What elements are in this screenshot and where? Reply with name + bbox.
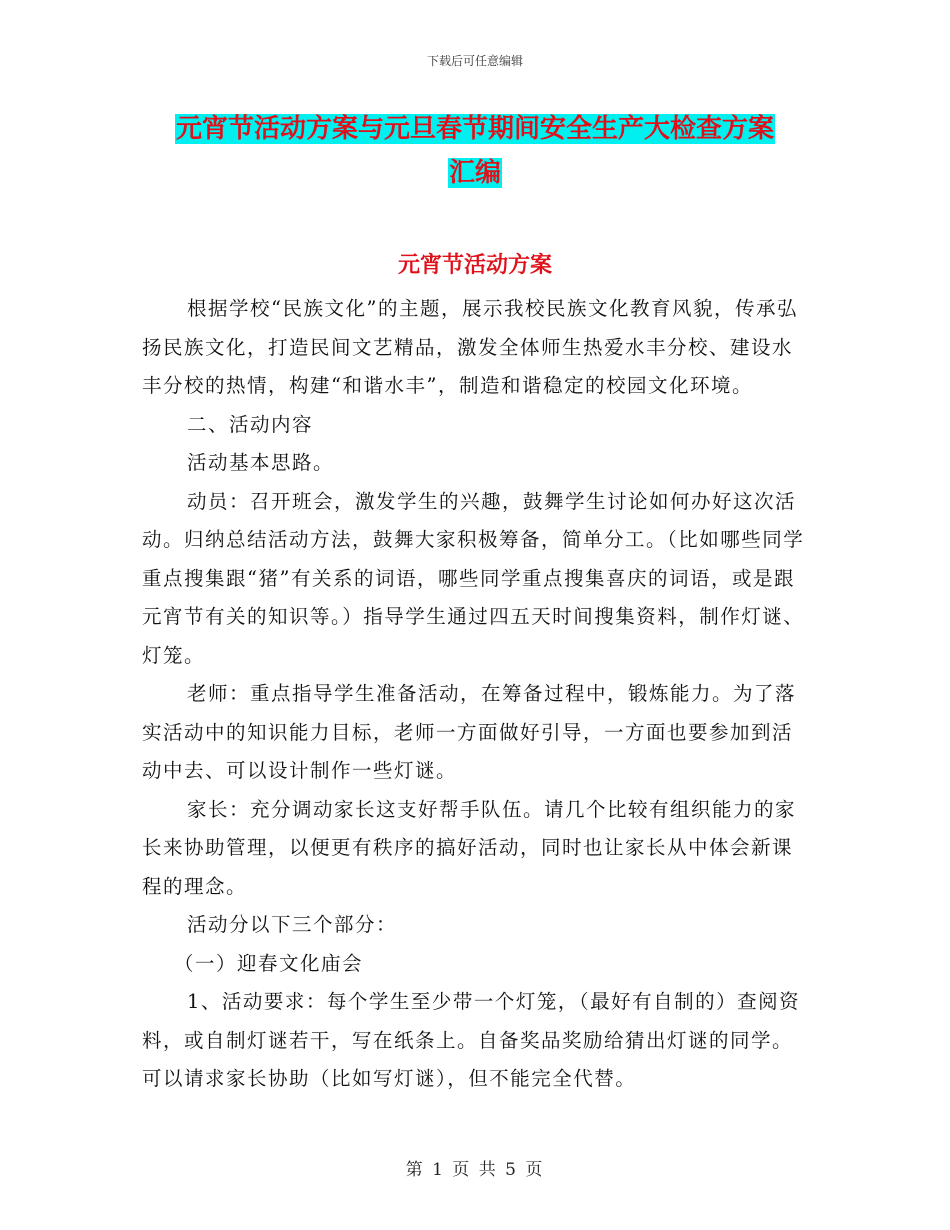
section-subtitle: 元宵节活动方案 [397, 252, 552, 278]
paragraph-teacher: 老师：重点指导学生准备活动，在筹备过程中，锻炼能力。为了落实活动中的知识能力目标，老师一方面做好引导，一方面也要参加到活动中去、可以设计制作一些灯谜。 [142, 682, 797, 782]
heading-temple-fair: （一）迎春文化庙会 [174, 951, 364, 975]
paragraph-parents: 家长：充分调动家长这支好帮手队伍。请几个比较有组织能力的家长来协助管理，以便更有秩序的搞好活动，同时也让家长从中体会新课程的理念。 [142, 797, 797, 898]
page-footer: 第 1 页 共 5 页 [405, 1160, 545, 1180]
header-note: 下载后可任意编辑 [426, 54, 523, 68]
document-body [142, 290, 808, 1099]
document-title-line-1 [0, 112, 950, 146]
heading-activity-content: 二、活动内容 [187, 412, 314, 436]
title-highlight-1: 元宵节活动方案与元旦春节期间安全生产大检查方案 [175, 114, 774, 144]
paragraph-mobilization: 动员：召开班会，激发学生的兴趣，鼓舞学生讨论如何办好这次活动。归纳总结活动方法，鼓舞大家积极筹备，简单分工。（比如哪些同学重点搜集跟“猪”有关系的词语，哪些同学重点搜集喜庆的词语，或是跟元宵节有关的知识等。）指导学生通过四五天时间搜集资料，制作灯谜、灯笼。 [142, 489, 805, 667]
title-highlight-2: 汇编 [448, 158, 501, 188]
paragraph-requirements: 1、活动要求：每个学生至少带一个灯笼，（最好有自制的）查阅资料，或自制灯谜若干，写在纸条上。自备奖品奖励给猜出灯谜的同学。可以请求家长协助（比如写灯谜），但不能完全代替。 [142, 990, 801, 1090]
paragraph-three-parts: 活动分以下三个部分： [187, 913, 398, 936]
paragraph-basic-idea: 活动基本思路。 [187, 451, 335, 474]
paragraph-intro: 根据学校“民族文化”的主题，展示我校民族文化教育风貌，传承弘扬民族文化，打造民间文艺精品，激发全体师生热爱水丰分校、建设水丰分校的热情，构建“和谐水丰”，制造和谐稳定的校园文化环境。 [142, 297, 798, 397]
document-title-line-2 [0, 156, 950, 190]
